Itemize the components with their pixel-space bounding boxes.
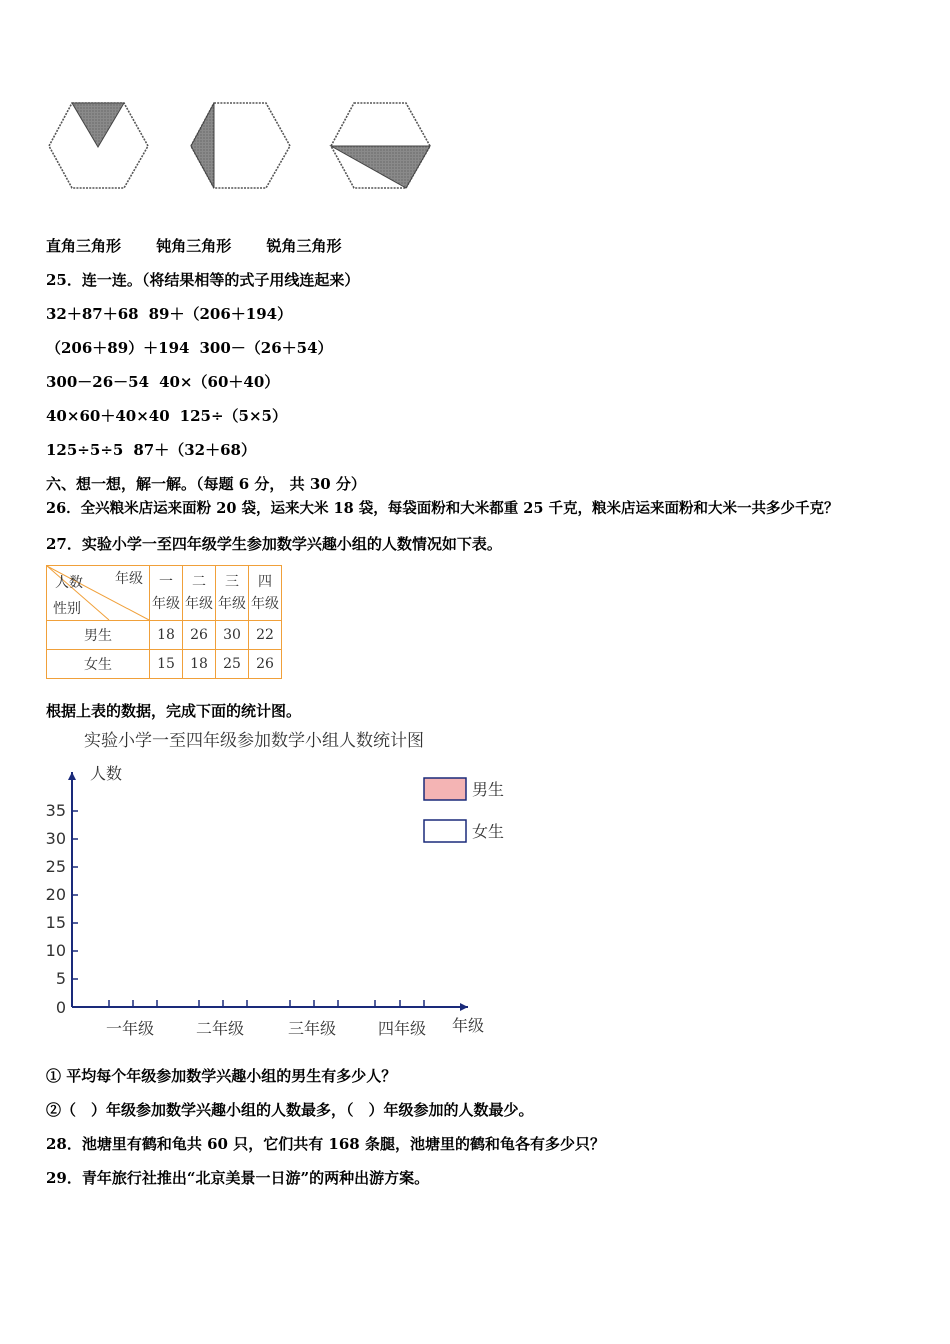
y-ticks [46,801,78,1017]
y-tick-label: 15 [45,913,66,932]
q25-row [46,338,333,358]
legend-swatch [424,778,466,800]
y-tick-label: 30 [45,829,66,848]
y-tick-label: 20 [45,885,66,904]
hexagon-figures [44,98,444,194]
table-cell: 22 [249,621,282,650]
table-corner-cell [47,566,150,621]
y-tick-label: 0 [55,998,66,1017]
table-cell: 26 [249,650,282,679]
q25-row [46,372,279,392]
grade-header: 三 年级 [216,566,249,621]
q29-text: 29．青年旅行社推出“北京美景一日游”的两种出游方案。 [46,1169,430,1187]
grade-header: 四 年级 [249,566,282,621]
table-cell: 15 [150,650,183,679]
q25-expr-right: 300－（26＋54） [199,339,333,357]
triangle-label-obtuse: 钝角三角形 [156,237,232,255]
x-tick-label: 一年级 [105,1019,155,1038]
q26-text: 26．全兴粮米店运来面粉 20 袋，运来大米 18 袋，每袋面粉和大米都重 25 千克，粮米店运来面粉和大米一共多少千克？ [46,500,839,517]
q28-text: 28．池塘里有鹤和龟共 60 只，它们共有 168 条腿，池塘里的鹤和龟各有多少只？ [46,1135,605,1153]
legend-label: 男生 [472,780,505,799]
q25-expr-left: 300－26－54 [46,373,150,391]
triangle-label-acute: 锐角三角形 [266,237,342,255]
x-tick-label: 三年级 [287,1019,337,1038]
table-cell: 18 [183,650,216,679]
x-axis-label: 年级 [452,1016,485,1035]
y-tick-label: 10 [45,941,66,960]
y-tick-label: 35 [45,801,66,820]
section-heading: 六、想一想，解一解。（每题 6 分， 共 30 分） [46,475,366,493]
x-tick-label: 二年级 [195,1019,245,1038]
table-cell: 26 [183,621,216,650]
q27-sub2: ②（ ）年级参加数学兴趣小组的人数最多，（ ）年级参加的人数最少。 [46,1101,534,1119]
x-tick-label: 四年级 [377,1019,427,1038]
q27-instruction: 根据上表的数据，完成下面的统计图。 [46,702,302,720]
x-axis-arrow [460,1003,468,1011]
q25-row [46,406,287,426]
hexagon-figure-1 [49,103,148,188]
y-axis-label: 人数 [90,764,123,783]
corner-grade-label: 年级 [115,571,143,587]
y-tick-label: 5 [55,969,66,988]
q27-sub1: ① 平均每个年级参加数学兴趣小组的男生有多少人？ [46,1067,397,1085]
row-label: 男生 [47,621,150,650]
q25-expr-left: 40×60＋40×40 [46,407,170,425]
q25-title: 25．连一连。（将结果相等的式子用线连起来） [46,271,360,289]
legend-label: 女生 [472,822,505,841]
table-cell: 30 [216,621,249,650]
table-cell: 25 [216,650,249,679]
q25-expr-left: （206＋89）＋194 [46,339,190,357]
x-ticks [106,1000,426,1038]
q25-expr-right: 40×（60＋40） [159,373,280,391]
q25-expr-left: 125÷5÷5 [46,441,124,459]
grade-header: 一 年级 [150,566,183,621]
chart-axes [68,764,484,1035]
grade-header: 二 年级 [183,566,216,621]
row-label: 女生 [47,650,150,679]
table-cell: 18 [150,621,183,650]
chart-title: 实验小学一至四年级参加数学小组人数统计图 [84,731,424,751]
q25-expr-left: 32＋87＋68 [46,305,139,323]
y-tick-label: 25 [45,857,66,876]
chart-legend [424,778,504,842]
corner-gender-label: 性别 [53,601,81,617]
bar-chart [40,722,520,1044]
table-row [47,621,282,650]
stats-table [46,565,282,679]
legend-swatch [424,820,466,842]
q25-row [46,304,292,324]
corner-count-label: 人数 [55,575,83,591]
y-axis-arrow [68,772,76,780]
triangle-labels [46,236,342,256]
hexagon-figure-3 [331,103,430,188]
table-row [47,650,282,679]
q25-row [46,440,256,460]
hexagon-figure-2 [191,103,290,188]
q25-expr-right: 125÷（5×5） [179,407,287,425]
q27-title: 27．实验小学一至四年级学生参加数学兴趣小组的人数情况如下表。 [46,535,502,553]
q25-expr-right: 87＋（32＋68） [133,441,256,459]
triangle-label-right: 直角三角形 [46,237,122,255]
q25-expr-right: 89＋（206＋194） [148,305,293,323]
